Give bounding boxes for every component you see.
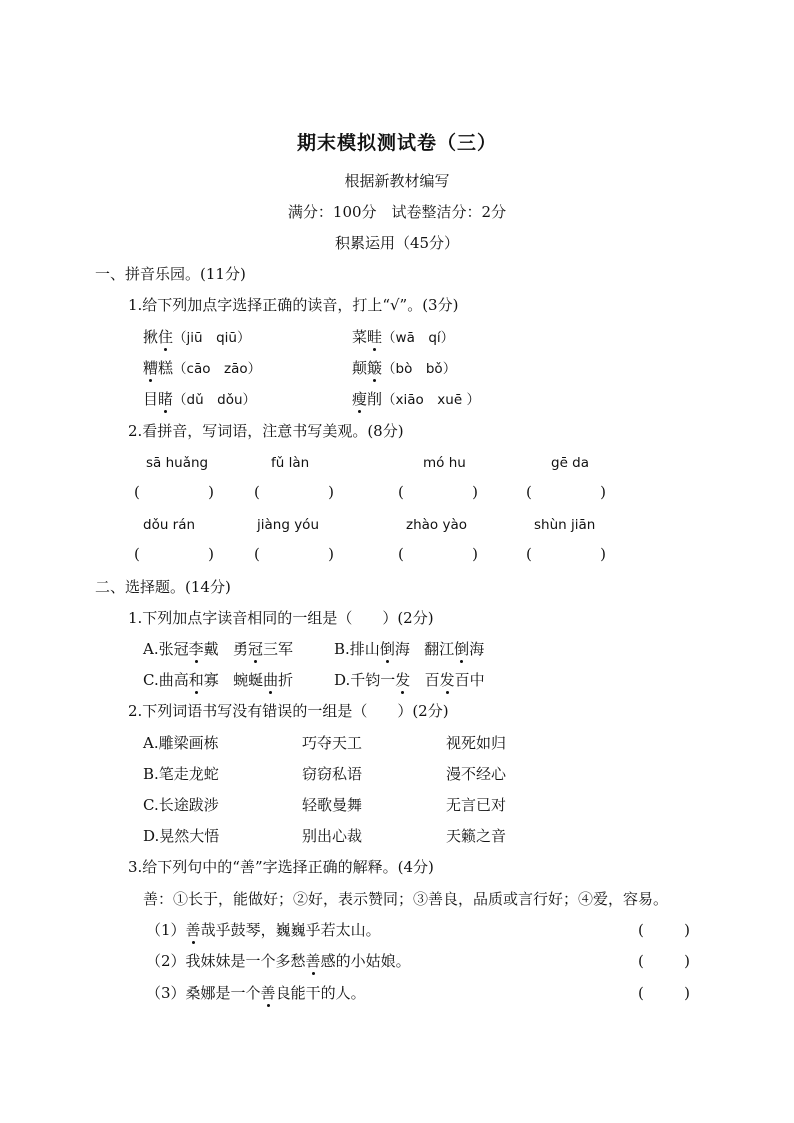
- pron-item: 目睹（dǔ dǒu）: [143, 390, 257, 408]
- q2-sub3-prompt: 3.给下列句中的“善”字选择正确的解释。(4分): [128, 858, 434, 876]
- word-option: 天籁之音: [446, 827, 507, 845]
- sentence-item: （3）桑娜是一个善良能干的人。: [146, 984, 366, 1002]
- choice-option-a: A.张冠李戴 勇冠三军: [143, 640, 294, 658]
- answer-blank[interactable]: ( ): [254, 483, 334, 501]
- pinyin-prompt: gē da: [551, 455, 590, 471]
- word-option: 漫不经心: [446, 765, 507, 783]
- pinyin-prompt: fǔ làn: [271, 455, 310, 471]
- page-subtitle: 根据新教材编写: [344, 172, 450, 190]
- choice-option-b: B.排山倒海 翻江倒海: [334, 640, 485, 658]
- sentence-item: （1）善哉乎鼓琴，巍巍乎若太山。: [146, 921, 381, 939]
- choice-option-d: D.千钧一发 百发百中: [334, 671, 485, 689]
- pron-item: 菜畦（wā qí）: [352, 328, 455, 346]
- pinyin-prompt: jiàng yóu: [257, 517, 319, 533]
- answer-blank[interactable]: ( ): [638, 952, 690, 970]
- pron-item: 揪住（jiū qiū）: [143, 328, 251, 346]
- score-line: 满分：100分 试卷整洁分：2分: [287, 203, 507, 221]
- word-option: 别出心裁: [302, 827, 363, 845]
- pron-item: 糟糕（cāo zāo）: [143, 359, 262, 377]
- answer-blank[interactable]: ( ): [526, 545, 606, 563]
- sentence-item: （2）我妹妹是一个多愁善感的小姑娘。: [146, 952, 411, 970]
- answer-blank[interactable]: ( ): [638, 984, 690, 1002]
- section-heading: 积累运用（45分）: [334, 234, 460, 252]
- q2-sub2-prompt: 2.下列词语书写没有错误的一组是（ ）(2分): [128, 702, 449, 720]
- page-title: 期末模拟测试卷（三）: [296, 132, 497, 154]
- q1-sub2-prompt: 2.看拼音，写词语，注意书写美观。(8分): [128, 422, 404, 440]
- word-option: 轻歌曼舞: [302, 796, 363, 814]
- word-option: B.笔走龙蛇: [143, 765, 219, 783]
- answer-blank[interactable]: ( ): [526, 483, 606, 501]
- question-heading-1: 一、拼音乐园。(11分): [95, 265, 246, 283]
- q2-sub1-prompt: 1.下列加点字读音相同的一组是（ ）(2分): [128, 609, 434, 627]
- pinyin-prompt: mó hu: [423, 455, 466, 471]
- answer-blank[interactable]: ( ): [398, 545, 478, 563]
- answer-blank[interactable]: ( ): [638, 921, 690, 939]
- word-option: C.长途跋涉: [143, 796, 219, 814]
- pron-item: 瘦削（xiāo xuē ）: [352, 390, 480, 408]
- question-heading-2: 二、选择题。(14分): [95, 578, 231, 596]
- pron-item: 颠簸（bò bǒ）: [352, 359, 457, 377]
- word-option: 窃窃私语: [302, 765, 363, 783]
- answer-blank[interactable]: ( ): [134, 545, 214, 563]
- word-option: D.晃然大悟: [143, 827, 220, 845]
- definition-list: 善：①长于，能做好；②好，表示赞同；③善良，品质或言行好；④爱，容易。: [143, 890, 669, 908]
- word-option: 巧夺天工: [302, 734, 363, 752]
- pinyin-prompt: zhào yào: [406, 517, 467, 533]
- answer-blank[interactable]: ( ): [398, 483, 478, 501]
- pinyin-prompt: shùn jiān: [534, 517, 596, 533]
- word-option: 无言已对: [446, 796, 507, 814]
- pinyin-prompt: sā huǎng: [146, 455, 209, 471]
- answer-blank[interactable]: ( ): [254, 545, 334, 563]
- pinyin-prompt: dǒu rán: [143, 517, 196, 533]
- word-option: A.雕梁画栋: [143, 734, 219, 752]
- choice-option-c: C.曲高和寡 蜿蜒曲折: [143, 671, 294, 689]
- q1-sub1-prompt: 1.给下列加点字选择正确的读音，打上“√”。(3分): [128, 296, 459, 314]
- answer-blank[interactable]: ( ): [134, 483, 214, 501]
- word-option: 视死如归: [446, 734, 507, 752]
